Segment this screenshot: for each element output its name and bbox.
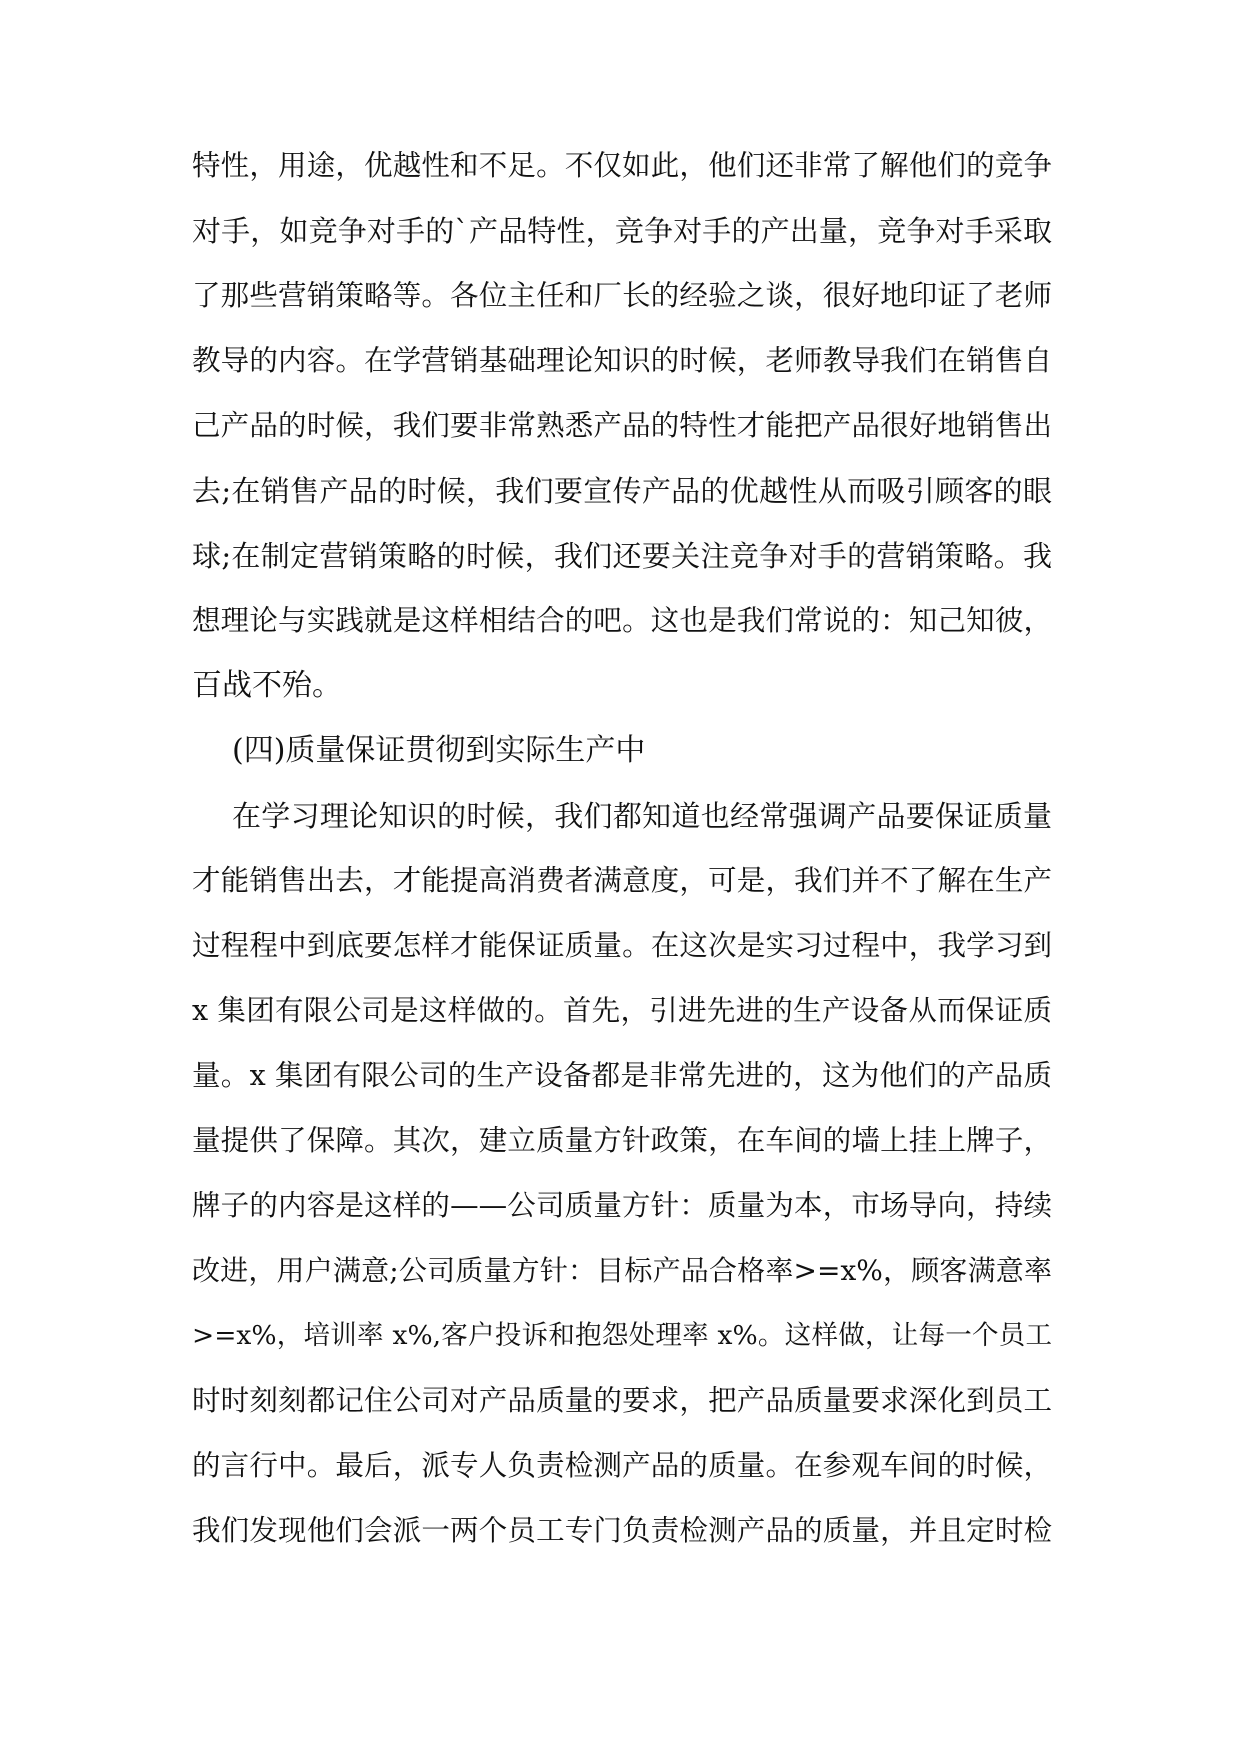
text-line: >=x%，培训率 x%,客户投诉和抱怨处理率 x%。这样做，让每一个员工 (192, 1320, 1052, 1351)
text-line: 己产品的时候，我们要非常熟悉产品的特性才能把产品很好地销售出 (192, 409, 1052, 442)
text-line: 才能销售出去，才能提高消费者满意度，可是，我们并不了解在生产 (192, 864, 1052, 897)
section-heading: (四)质量保证贯彻到实际生产中 (232, 733, 646, 768)
text-line: 量提供了保障。其次，建立质量方针政策，在车间的墙上挂上牌子， (192, 1124, 1052, 1157)
text-line: 教导的内容。在学营销基础理论知识的时候，老师教导我们在销售自 (192, 344, 1052, 377)
text-line: 我们发现他们会派一两个员工专门负责检测产品的质量，并且定时检 (192, 1514, 1052, 1547)
text-line: 的言行中。最后，派专人负责检测产品的质量。在参观车间的时候， (192, 1449, 1052, 1482)
text-line: x 集团有限公司是这样做的。首先，引进先进的生产设备从而保证质 (192, 994, 1052, 1027)
text-line: 百战不殆。 (192, 668, 342, 703)
text-line: 去;在销售产品的时候，我们要宣传产品的优越性从而吸引顾客的眼 (192, 474, 1052, 508)
text-line: 想理论与实践就是这样相结合的吧。这也是我们常说的：知己知彼， (192, 604, 1052, 637)
text-line: 了那些营销策略等。各位主任和厂长的经验之谈，很好地印证了老师 (192, 279, 1052, 312)
paragraph-first-line: 在学习理论知识的时候，我们都知道也经常强调产品要保证质量 (232, 799, 1052, 833)
text-line: 过程程中到底要怎样才能保证质量。在这次是实习过程中，我学习到 (192, 929, 1052, 962)
text-line: 球;在制定营销策略的时候，我们还要关注竞争对手的营销策略。我 (192, 539, 1052, 573)
text-line: 量。x 集团有限公司的生产设备都是非常先进的，这为他们的产品质 (192, 1059, 1052, 1092)
text-line: 对手，如竞争对手的`产品特性，竞争对手的产出量，竞争对手采取 (192, 214, 1052, 248)
text-line: 改进，用户满意;公司质量方针：目标产品合格率>=x%，顾客满意率 (192, 1254, 1052, 1287)
text-line: 牌子的内容是这样的——公司质量方针：质量为本，市场导向，持续 (192, 1189, 1052, 1222)
text-line: 时时刻刻都记住公司对产品质量的要求，把产品质量要求深化到员工 (192, 1384, 1052, 1417)
text-line: 特性，用途，优越性和不足。不仅如此，他们还非常了解他们的竞争 (192, 149, 1052, 182)
